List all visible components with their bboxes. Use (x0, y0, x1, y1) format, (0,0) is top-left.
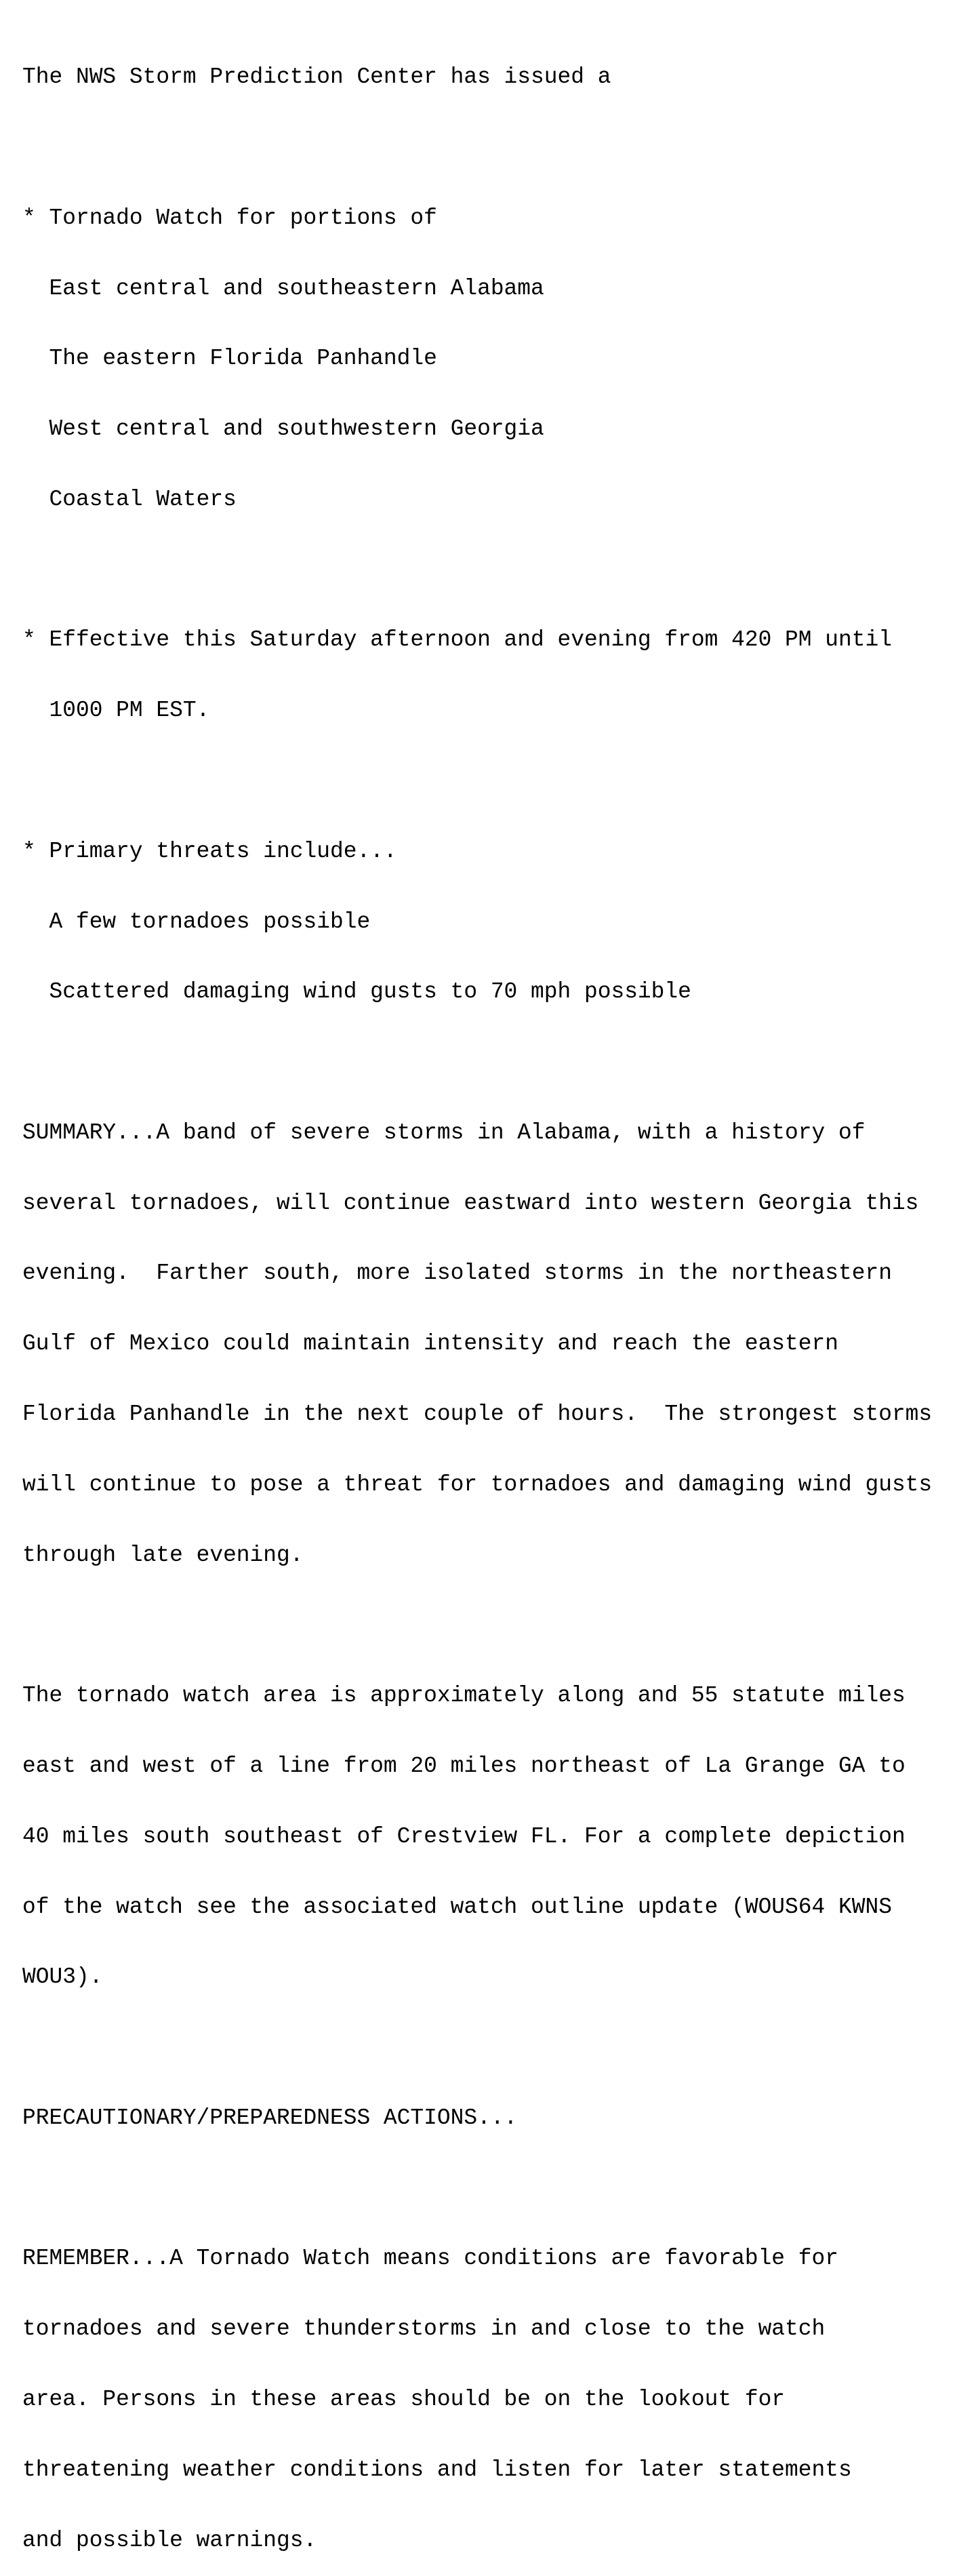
watch-area-line: Coastal Waters (22, 486, 237, 512)
watch-area-description-line: of the watch see the associated watch outline update (WOUS64 KWNS (22, 1894, 892, 1920)
blank-line (22, 2036, 932, 2060)
remember-line: threatening weather conditions and listen for later statements (22, 2457, 852, 2482)
summary-line: Gulf of Mexico could maintain intensity and reach the eastern (22, 1331, 838, 1357)
watch-area-description-line: The tornado watch area is approximately along and 55 statute miles (22, 1683, 906, 1709)
blank-line (22, 559, 932, 582)
summary-line: evening. Farther south, more isolated storms in the northeastern (22, 1261, 892, 1286)
remember-line: and possible warnings. (22, 2527, 317, 2553)
remember-line: tornadoes and severe thunderstorms in and close to the watch (22, 2316, 826, 2342)
summary-line: Florida Panhandle in the next couple of hours. The strongest storms (22, 1402, 933, 1427)
summary-line: several tornadoes, will continue eastward into western Georgia this (22, 1190, 919, 1216)
threats-heading-line: * Primary threats include... (22, 838, 397, 864)
blank-line (22, 770, 932, 793)
blank-line (22, 136, 932, 160)
threat-line: Scattered damaging wind gusts to 70 mph possible (22, 979, 691, 1005)
summary-line: through late evening. (22, 1542, 304, 1568)
watch-type-line: * Tornado Watch for portions of (22, 205, 437, 231)
watch-area-description-line: east and west of a line from 20 miles northeast of La Grange GA to (22, 1753, 906, 1779)
watch-area-line: The eastern Florida Panhandle (22, 346, 437, 372)
remember-line: REMEMBER...A Tornado Watch means conditions are favorable for (22, 2246, 838, 2272)
header-line: The NWS Storm Prediction Center has issued a (22, 64, 611, 90)
threat-line: A few tornadoes possible (22, 909, 371, 934)
blank-line (22, 1614, 932, 1638)
watch-bulletin-text (22, 19, 932, 2576)
precautionary-heading-line: PRECAUTIONARY/PREPAREDNESS ACTIONS... (22, 2105, 518, 2131)
watch-area-line: East central and southeastern Alabama (22, 275, 544, 301)
effective-time-line: * Effective this Saturday afternoon and evening from 420 PM until (22, 627, 892, 653)
blank-line (22, 1051, 932, 1075)
watch-area-description-line: 40 miles south southeast of Crestview FL. For a complete depiction (22, 1823, 906, 1849)
summary-line: SUMMARY...A band of severe storms in Alabama, with a history of (22, 1119, 866, 1145)
summary-line: will continue to pose a threat for tornadoes and damaging wind gusts (22, 1471, 933, 1497)
watch-area-line: West central and southwestern Georgia (22, 416, 544, 442)
effective-time-line: 1000 PM EST. (22, 698, 210, 724)
blank-line (22, 2177, 932, 2201)
remember-line: area. Persons in these areas should be on the lookout for (22, 2386, 786, 2412)
watch-area-description-line: WOU3). (22, 1964, 103, 1990)
